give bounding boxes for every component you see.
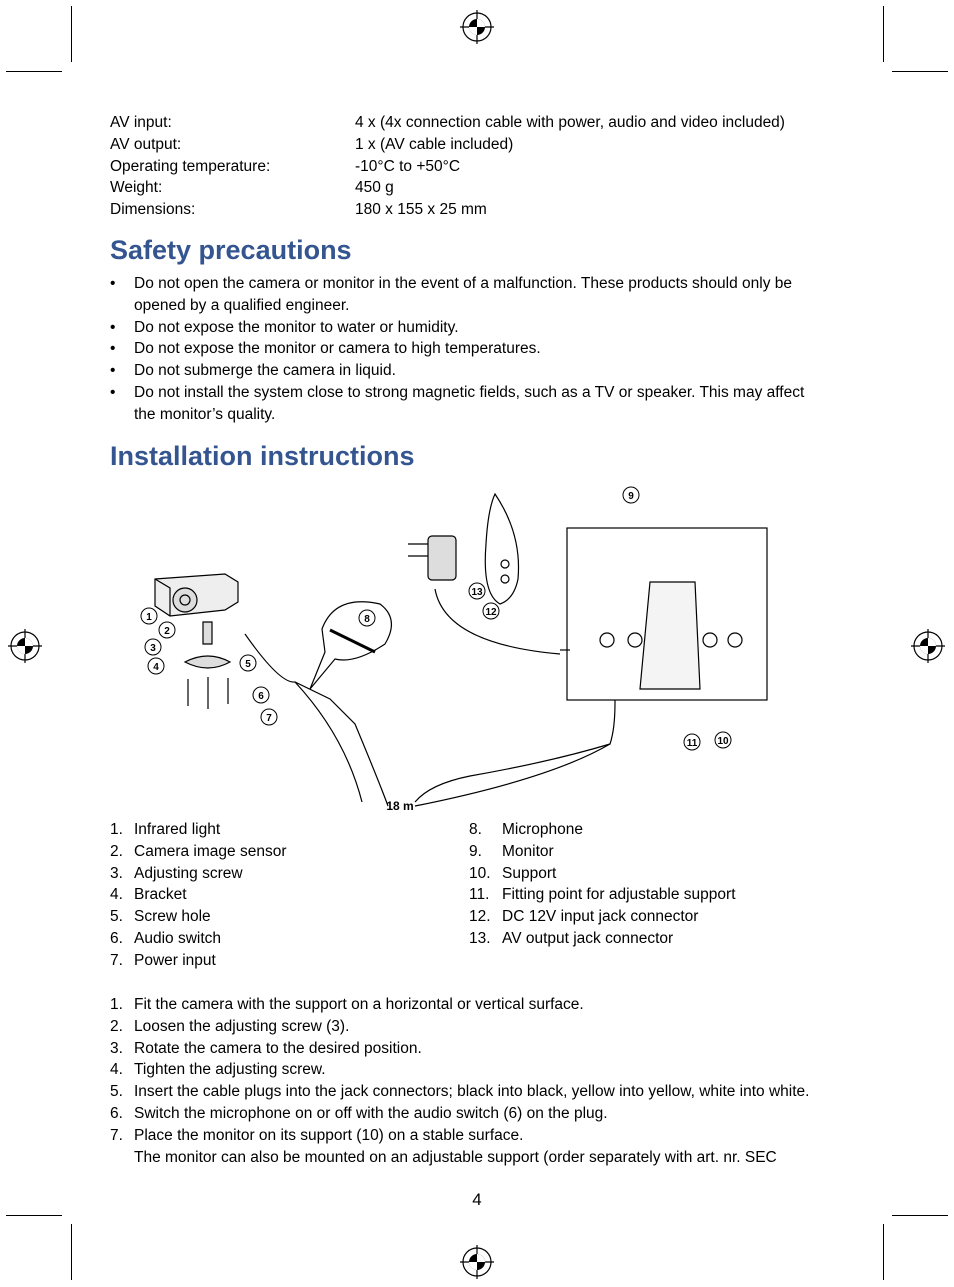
callout-13 — [469, 583, 485, 599]
spec-value: 4 x (4x connection cable with power, audio and video included) — [355, 114, 785, 131]
crop-mark — [892, 71, 948, 72]
crop-mark — [6, 71, 62, 72]
list-item-text: opened by a qualified engineer. — [134, 296, 350, 314]
callout-11 — [684, 734, 700, 750]
step-number: 1. — [110, 996, 123, 1013]
spec-row — [110, 156, 785, 178]
installation-diagram — [130, 484, 780, 816]
callout-10 — [715, 732, 731, 748]
step-text: Fit the camera with the support on a horizontal or vertical surface. — [134, 996, 584, 1013]
spec-row — [110, 112, 785, 134]
svg-text:6: 6 — [258, 691, 264, 702]
spec-row — [110, 134, 785, 156]
legend-num: 12. — [469, 908, 491, 926]
spec-list — [110, 112, 785, 221]
crop-mark — [883, 6, 884, 62]
svg-text:9: 9 — [628, 491, 634, 502]
legend-num: 8. — [469, 821, 482, 838]
legend-right — [469, 819, 736, 950]
monitor-illustration — [560, 528, 767, 700]
step-item — [110, 1103, 870, 1125]
legend-label: DC 12V input jack connector — [502, 908, 699, 926]
page-number: 4 — [472, 1190, 482, 1209]
legend-item — [469, 863, 736, 885]
legend-item — [110, 928, 286, 950]
step-item — [110, 1038, 870, 1060]
spec-value: -10°C to +50°C — [355, 157, 461, 175]
svg-text:2: 2 — [164, 626, 170, 637]
list-item-text: Do not install the system close to strong magnetic fields, such as a TV or speaker. This may affect — [134, 383, 805, 401]
legend-item — [469, 928, 736, 950]
registration-mark-icon — [460, 1245, 494, 1279]
step-text: Rotate the camera to the desired position. — [134, 1039, 422, 1057]
svg-text:1: 1 — [146, 612, 152, 623]
bullet-icon: • — [110, 318, 116, 336]
bullet-icon: • — [110, 275, 116, 292]
camera-illustration — [155, 574, 238, 709]
crop-mark — [71, 1224, 72, 1280]
legend-left — [110, 819, 286, 972]
callout-12 — [483, 603, 499, 619]
callout-3 — [145, 639, 161, 655]
legend-num: 2. — [110, 842, 123, 860]
crop-mark — [71, 6, 72, 62]
installation-heading: Installation instructions — [110, 441, 415, 471]
legend-label: Screw hole — [134, 908, 211, 926]
step-number: 7. — [110, 1126, 123, 1144]
crop-mark — [892, 1215, 948, 1216]
step-text: Switch the microphone on or off with the audio switch (6) on the plug. — [134, 1104, 608, 1122]
cables — [245, 589, 615, 806]
list-item-text: the monitor’s quality. — [134, 405, 276, 423]
crop-mark — [883, 1224, 884, 1280]
safety-heading: Safety precautions — [110, 235, 352, 265]
legend-label: Audio switch — [134, 929, 222, 947]
legend-label: AV output jack connector — [502, 929, 674, 947]
legend-item — [110, 884, 286, 906]
legend-num: 5. — [110, 908, 123, 926]
spec-value: 180 x 155 x 25 mm — [355, 201, 487, 219]
bullet-icon: • — [110, 383, 116, 401]
callout-2 — [159, 622, 175, 638]
legend-num: 11. — [469, 886, 490, 904]
power-adapter-illustration — [408, 536, 456, 580]
legend-item — [469, 841, 736, 863]
step-number: 2. — [110, 1017, 123, 1035]
step-continuation: The monitor can also be mounted on an adjustable support (order separately with art. nr. SEC — [134, 1148, 777, 1166]
legend-num: 6. — [110, 929, 123, 947]
legend-num: 13. — [469, 929, 491, 947]
step-item — [110, 1016, 870, 1038]
legend-num: 7. — [110, 951, 123, 969]
legend-label: Camera image sensor — [134, 842, 287, 860]
svg-text:10: 10 — [717, 736, 729, 747]
legend-item — [110, 819, 286, 841]
legend-num: 1. — [110, 821, 123, 838]
cable-length-label: 18 m — [386, 799, 414, 813]
list-item — [110, 273, 850, 317]
callout-8 — [359, 610, 375, 626]
legend-item — [469, 819, 736, 841]
registration-mark-icon — [8, 629, 42, 663]
list-item — [110, 360, 850, 382]
list-item — [110, 338, 850, 360]
legend-num: 9. — [469, 842, 482, 860]
svg-text:7: 7 — [266, 713, 272, 724]
legend-label: Microphone — [502, 821, 583, 838]
spec-value: 450 g — [355, 179, 394, 197]
safety-list — [110, 273, 850, 426]
svg-text:8: 8 — [364, 614, 370, 625]
legend-num: 10. — [469, 864, 491, 882]
legend-label: Fitting point for adjustable support — [502, 886, 736, 904]
step-text: Insert the cable plugs into the jack connectors; black into black, yellow into yellow, white into white. — [134, 1083, 810, 1101]
step-number: 3. — [110, 1039, 123, 1057]
step-item — [110, 994, 870, 1016]
legend-item — [110, 841, 286, 863]
registration-mark-icon — [911, 629, 945, 663]
spec-label: Weight: — [110, 179, 163, 197]
step-item — [110, 1081, 870, 1103]
list-item-text: Do not submerge the camera in liquid. — [134, 362, 396, 380]
bullet-icon: • — [110, 362, 116, 380]
bullet-icon: • — [110, 340, 116, 358]
step-item — [110, 1125, 870, 1147]
callout-7 — [261, 709, 277, 725]
list-item — [110, 382, 850, 426]
step-number: 5. — [110, 1083, 123, 1101]
crop-mark — [6, 1215, 62, 1216]
callout-9 — [623, 487, 639, 503]
step-text: Tighten the adjusting screw. — [134, 1061, 326, 1079]
step-number: 6. — [110, 1104, 123, 1122]
svg-text:13: 13 — [471, 587, 483, 598]
legend-num: 4. — [110, 886, 123, 904]
step-item — [110, 1059, 870, 1081]
svg-text:5: 5 — [245, 659, 251, 670]
legend-label: Infrared light — [134, 821, 221, 838]
legend-label: Adjusting screw — [134, 864, 243, 882]
svg-text:3: 3 — [150, 643, 156, 654]
spec-value: 1 x (AV cable included) — [355, 135, 514, 153]
registration-mark-icon — [460, 10, 494, 44]
legend-label: Power input — [134, 951, 216, 969]
callout-6 — [253, 687, 269, 703]
step-text: Place the monitor on its support (10) on a stable surface. — [134, 1126, 524, 1144]
svg-text:11: 11 — [686, 738, 698, 749]
callout-4 — [148, 658, 164, 674]
microphone-inset — [310, 602, 391, 689]
callout-5 — [240, 655, 256, 671]
legend-item — [469, 906, 736, 928]
callout-1 — [141, 608, 157, 624]
legend-item — [469, 884, 736, 906]
list-item — [110, 317, 850, 339]
legend-item — [110, 863, 286, 885]
list-item-text: Do not expose the monitor or camera to high temperatures. — [134, 340, 541, 358]
legend-label: Support — [502, 864, 557, 882]
legend-label: Monitor — [502, 842, 554, 860]
spec-label: Operating temperature: — [110, 157, 271, 175]
svg-text:12: 12 — [485, 607, 497, 618]
svg-text:4: 4 — [153, 662, 159, 673]
spec-label: Dimensions: — [110, 201, 196, 219]
list-item-text: Do not open the camera or monitor in the event of a malfunction. These products should only be — [134, 275, 792, 292]
spec-label: AV input: — [110, 114, 172, 131]
legend-item — [110, 906, 286, 928]
monitor-side-panel — [485, 494, 518, 604]
step-text: Loosen the adjusting screw (3). — [134, 1017, 350, 1035]
legend-num: 3. — [110, 864, 123, 882]
spec-row — [110, 177, 785, 199]
legend-label: Bracket — [134, 886, 187, 904]
list-item-text: Do not expose the monitor to water or humidity. — [134, 318, 459, 336]
spec-row — [110, 199, 785, 221]
legend-item — [110, 950, 286, 972]
spec-label: AV output: — [110, 135, 182, 153]
installation-steps — [110, 994, 870, 1168]
step-number: 4. — [110, 1061, 123, 1079]
